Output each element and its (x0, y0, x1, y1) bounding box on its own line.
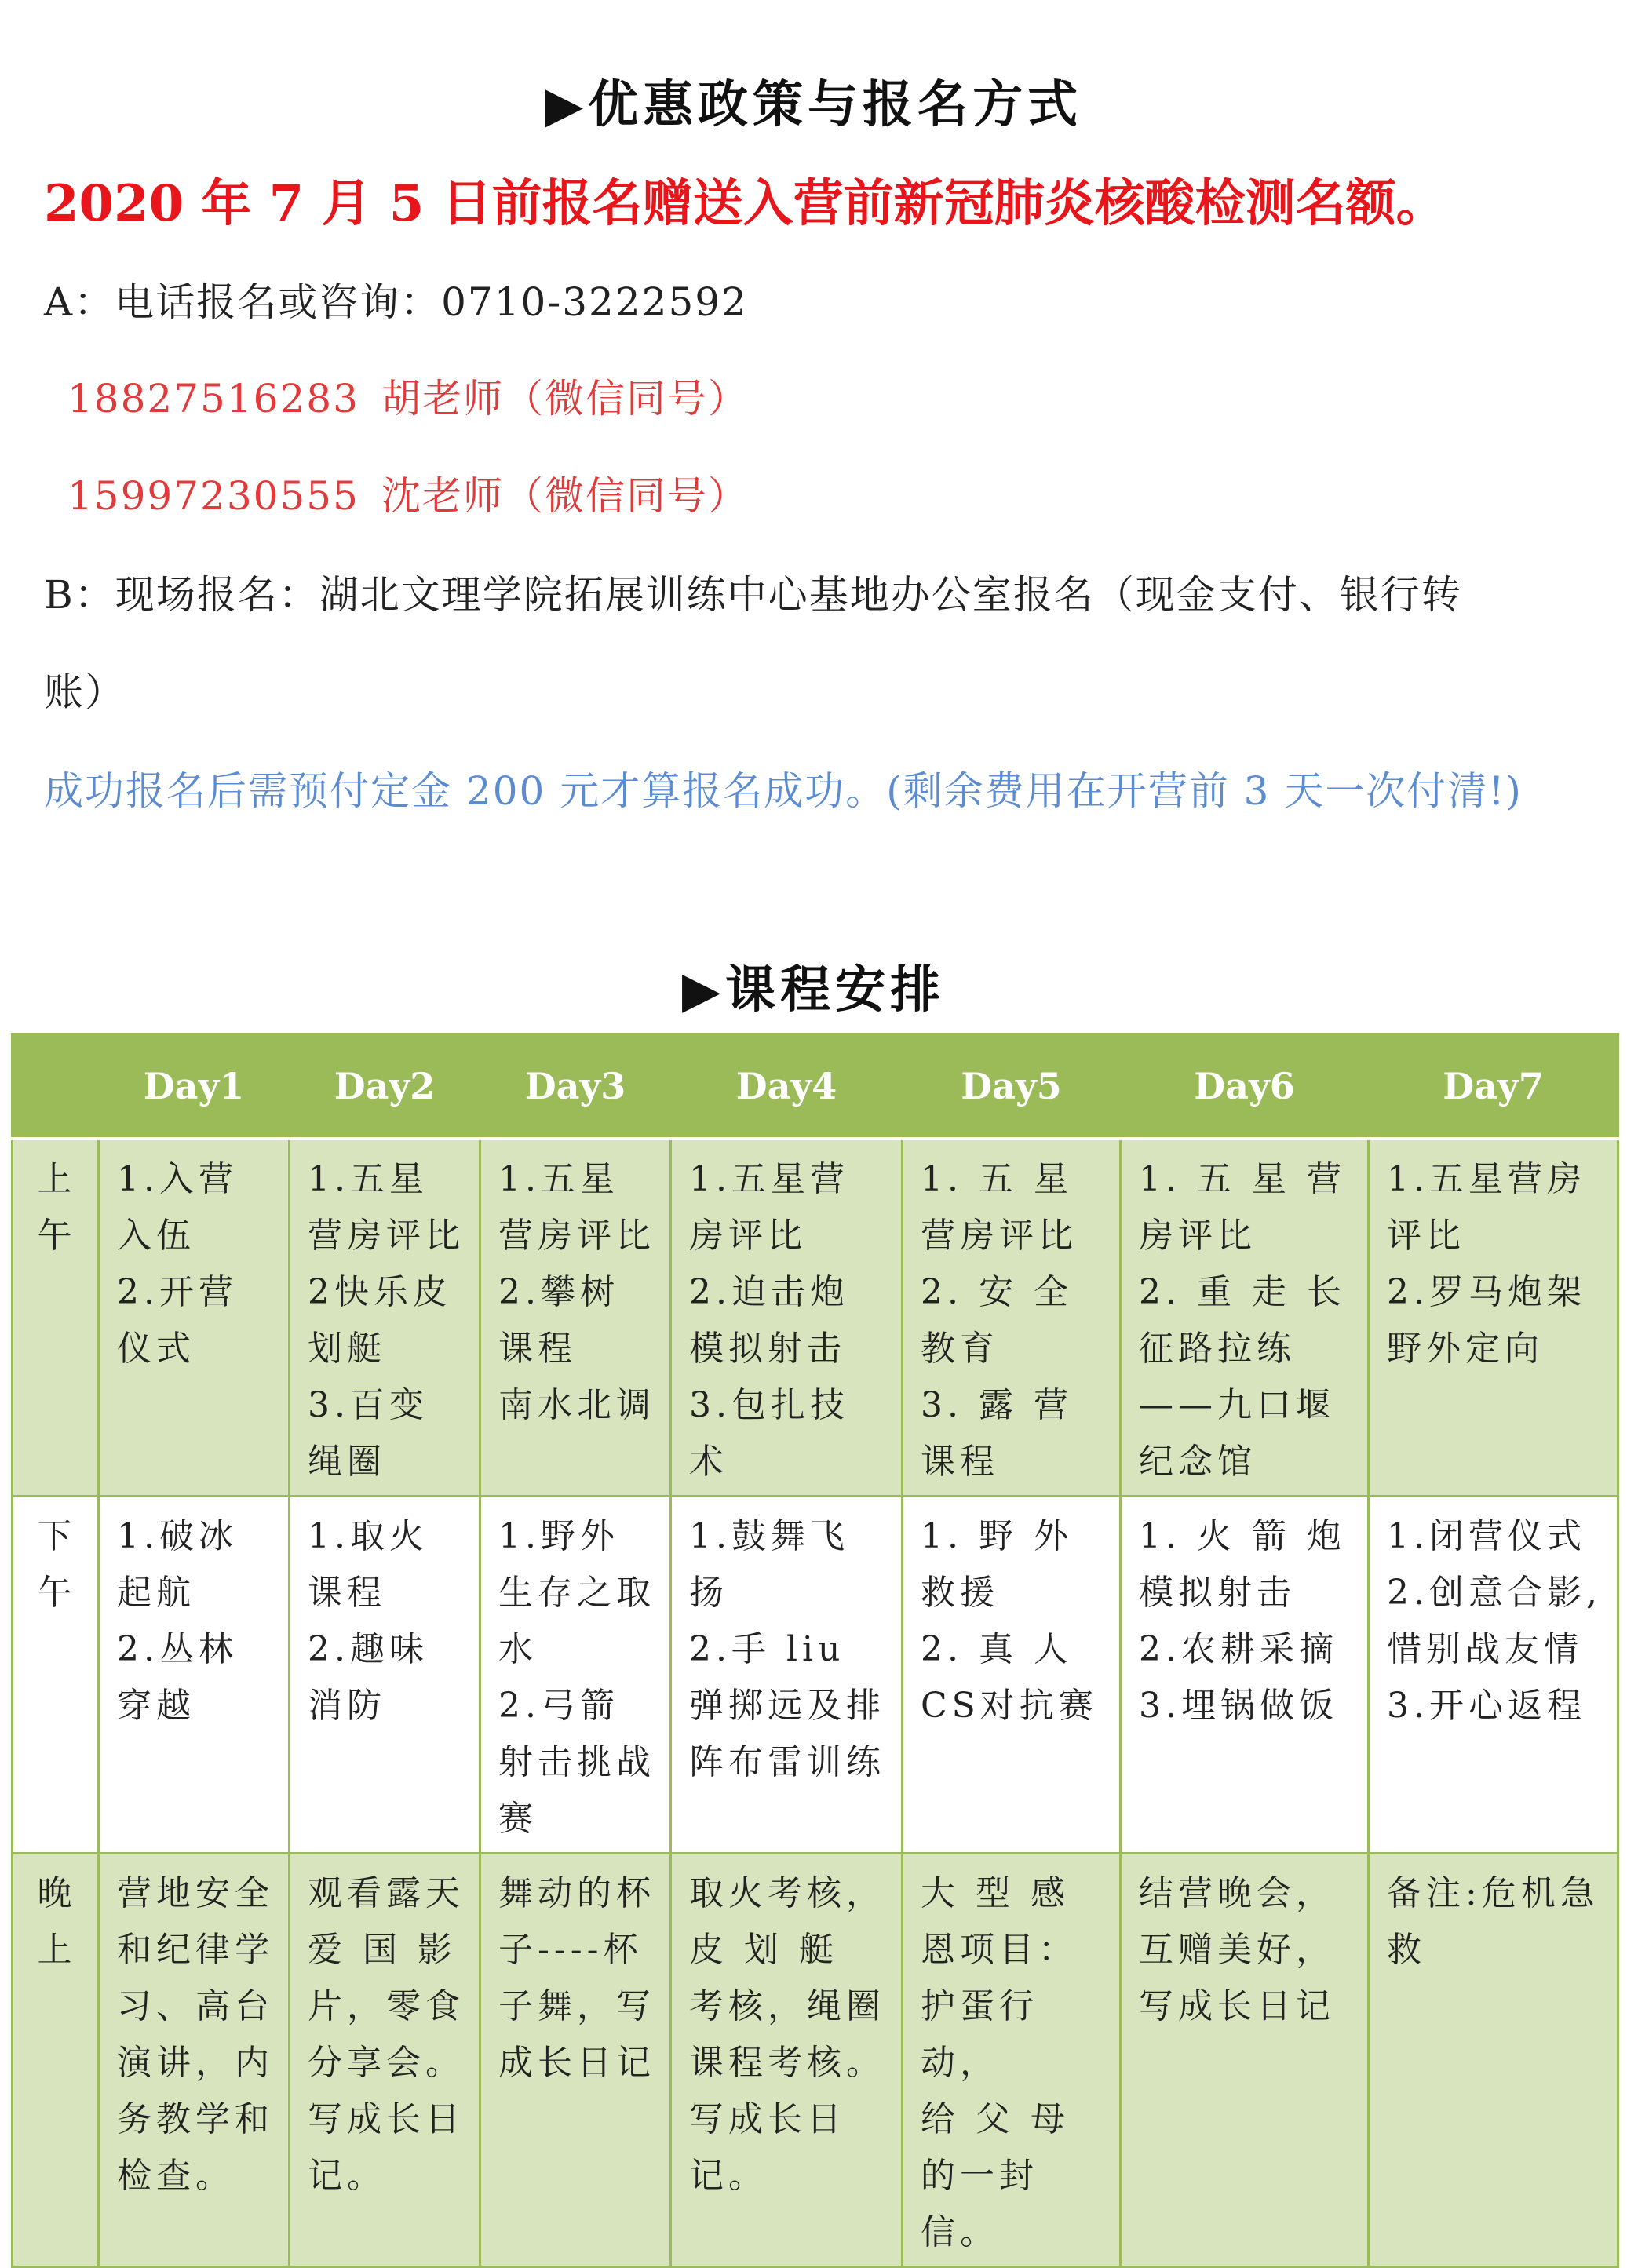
schedule-cell: 观看露天爱 国 影片，零食分享会。写成长日记。 (290, 1854, 480, 2267)
schedule-cell: 1.五星营房评比 2快乐皮划艇 3.百变绳圈 (290, 1139, 480, 1497)
header-corner (13, 1034, 99, 1139)
day-header: Day7 (1369, 1034, 1618, 1139)
schedule-cell: 1. 野 外 救援 2. 真 人 CS对抗赛 (903, 1497, 1121, 1854)
schedule-cell: 1.鼓舞飞扬 2.手 liu 弹掷远及排阵布雷训练 (671, 1497, 903, 1854)
contact-line-1 (44, 367, 749, 424)
onsite-registration-line: B：现场报名：湖北文理学院拓展训练中心基地办公室报名（现金支付、银行转 (44, 572, 1462, 618)
schedule-cell: 1.破冰起航 2.丛林穿越 (99, 1497, 290, 1854)
onsite-registration-line-cont: 账） (44, 669, 126, 715)
schedule-cell: 1.五星营房评比 2.罗马炮架野外定向 (1369, 1139, 1618, 1497)
contact-name: 胡老师（微信同号） (381, 376, 749, 421)
day-header: Day6 (1121, 1034, 1369, 1139)
schedule-cell: 舞动的杯子----杯子舞，写成长日记 (480, 1854, 671, 2267)
schedule-cell: 1.入营入伍 2.开营仪式 (99, 1139, 290, 1497)
schedule-row-morning (13, 1139, 1618, 1497)
day-header: Day2 (290, 1034, 480, 1139)
schedule-cell: 1. 火 箭 炮 模拟射击 2.农耕采摘 3.埋锅做饭 (1121, 1497, 1369, 1854)
schedule-cell: 大 型 感 恩项目：护蛋行动， 给 父 母 的一封信。 (903, 1854, 1121, 2267)
day-header: Day3 (480, 1034, 671, 1139)
schedule-row-afternoon (13, 1497, 1618, 1854)
contact-number: 18827516283 (67, 376, 359, 421)
row-label: 下 午 (13, 1497, 99, 1854)
contact-line-2 (44, 465, 749, 521)
schedule-cell: 1. 五 星 营 房评比 2. 重 走 长 征路拉练——九口堰纪念馆 (1121, 1139, 1369, 1497)
schedule-cell: 1.闭营仪式 2.创意合影,惜别战友情 3.开心返程 (1369, 1497, 1618, 1854)
schedule-row-evening (13, 1854, 1618, 2267)
day-header: Day4 (671, 1034, 903, 1139)
promo-notice: 2020 年 7 月 5 日前报名赠送入营前新冠肺炎核酸检测名额。 (44, 174, 1446, 233)
schedule-cell: 1.野外生存之取水 2.弓箭射击挑战赛 (480, 1497, 671, 1854)
schedule-cell: 营地安全和纪律学习、高台演讲，内务教学和检查。 (99, 1854, 290, 2267)
schedule-cell: 结营晚会，互赠美好，写成长日记 (1121, 1854, 1369, 2267)
day-header: Day1 (99, 1034, 290, 1139)
row-label: 上 午 (13, 1139, 99, 1497)
schedule-cell: 1.五星营房评比 2.迫击炮模拟射击 3.包扎技术 (671, 1139, 903, 1497)
schedule-cell: 取火考核，皮 划 艇 考核，绳圈课程考核。写成长日记。 (671, 1854, 903, 2267)
section-title-schedule: ▶课程安排 (681, 961, 946, 1019)
schedule-cell: 备注:危机急救 (1369, 1854, 1618, 2267)
schedule-cell: 1.取火课程 2.趣味消防 (290, 1497, 480, 1854)
day-header: Day5 (903, 1034, 1121, 1139)
deposit-note: 成功报名后需预付定金 200 元才算报名成功。(剩余费用在开营前 3 天一次付清!) (44, 768, 1523, 814)
schedule-table (11, 1033, 1619, 2268)
schedule-cell: 1. 五 星 营房评比 2. 安 全 教育 3. 露 营 课程 (903, 1139, 1121, 1497)
section-title-registration: ▶优惠政策与报名方式 (544, 76, 1083, 134)
contact-number: 15997230555 (67, 473, 359, 519)
schedule-cell: 1.五星营房评比 2.攀树课程 南水北调 (480, 1139, 671, 1497)
contact-name: 沈老师（微信同号） (381, 473, 749, 519)
schedule-header-row (13, 1034, 1618, 1139)
row-label: 晚 上 (13, 1854, 99, 2267)
phone-consult-line: A：电话报名或咨询：0710-3222592 (44, 279, 748, 325)
